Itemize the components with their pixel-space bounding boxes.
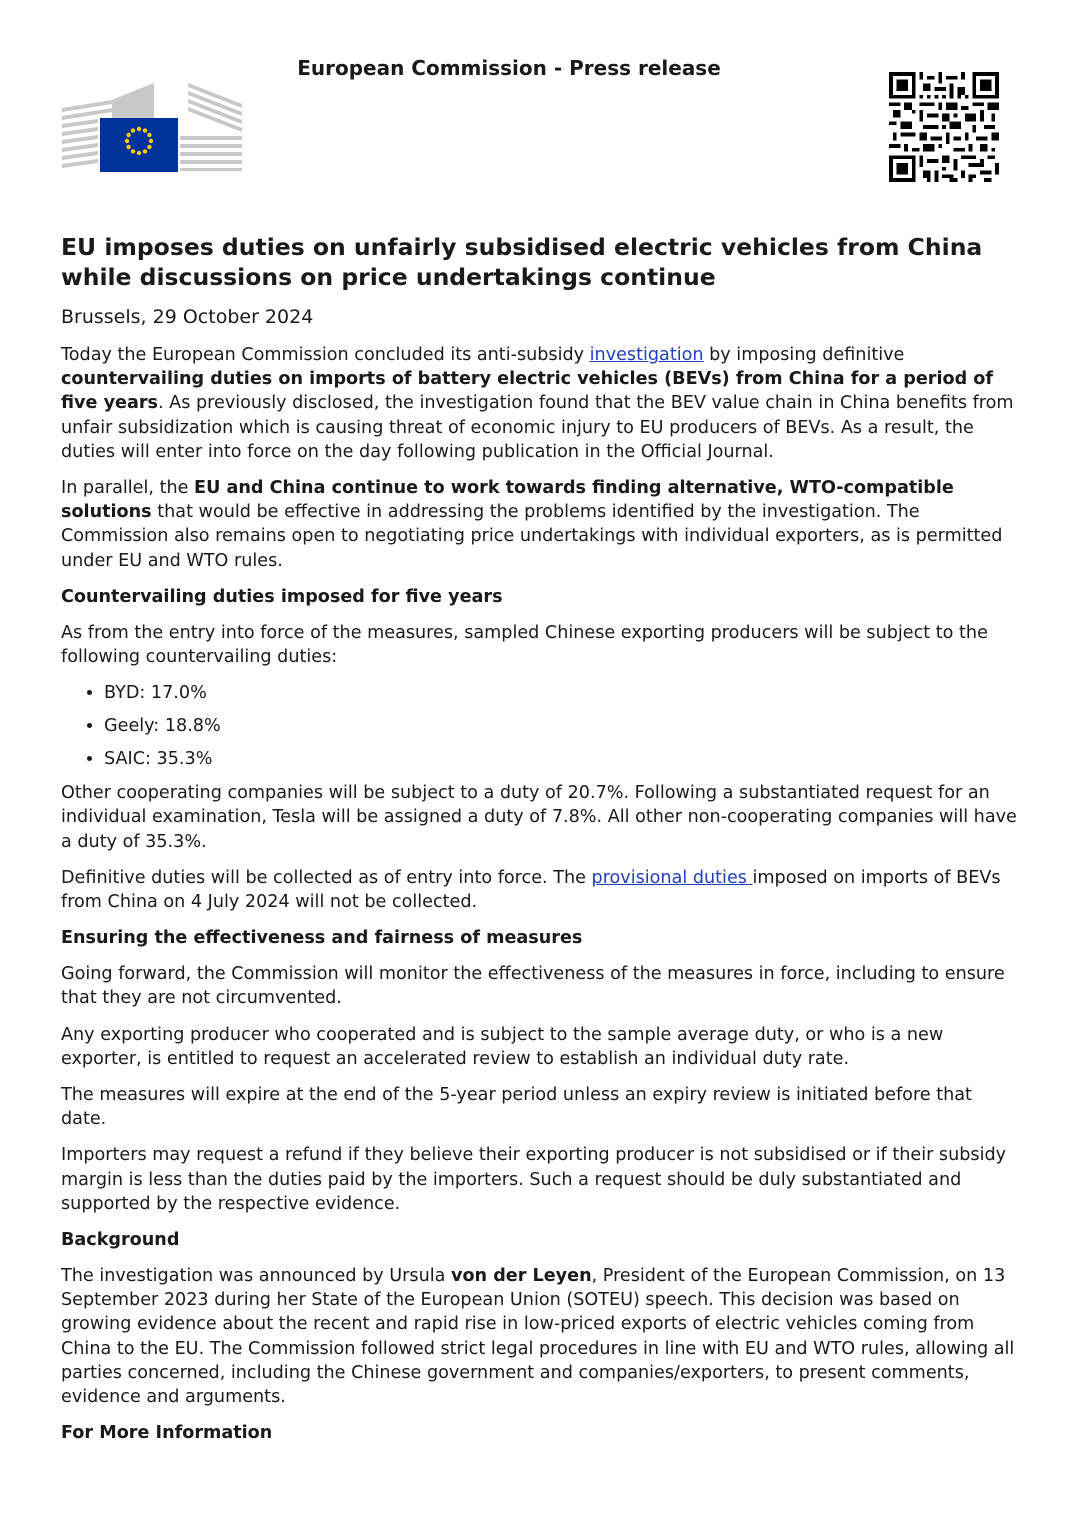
qr-code xyxy=(889,72,999,182)
section-heading-duties: Countervailing duties imposed for five years xyxy=(61,586,503,607)
list-item: • Geely: 18.8% xyxy=(104,714,1021,738)
monitoring-paragraph: Going forward, the Commission will monitor the effectiveness of the measures in force, including to ensure that they are not circumvented. xyxy=(61,964,1005,1009)
provisional-duties-link[interactable]: provisional duties xyxy=(591,867,753,888)
headline: EU imposes duties on unfairly subsidised electric vehicles from China while discussions on price undertakings continue xyxy=(61,233,983,291)
expiry-paragraph: The measures will expire at the end of the 5-year period unless an expiry review is initiated before that date. xyxy=(61,1085,972,1130)
press-release-body xyxy=(61,232,1021,1457)
list-item: • SAIC: 35.3% xyxy=(104,747,1021,771)
other-duties-paragraph: Other cooperating companies will be subject to a duty of 20.7%. Following a substantiated request for an individual examination, Tesla will be assigned a duty of 7.8%. All other non-cooperating companies will have a duty of 35.3%. xyxy=(61,783,1017,852)
intro-paragraph: Today the European Commission concluded its anti-subsidy investigation by imposing definitive countervailing duties on imports of battery electric vehicles (BEVs) from China for a period of five years. As previously disclosed, the investigation found that the BEV value chain in China benefits from unfair subsidization which is causing threat of economic injury to EU producers of BEVs. As a result, the duties will enter into force on the day following publication in the Official Journal. xyxy=(61,345,1014,462)
european-commission-logo xyxy=(62,80,244,174)
investigation-link[interactable]: investigation xyxy=(589,345,704,365)
dateline: Brussels, 29 October 2024 xyxy=(61,306,314,328)
press-release-header: European Commission - Press release xyxy=(297,56,721,80)
review-paragraph: Any exporting producer who cooperated and is subject to the sample average duty, or who is a new exporter, is entitled to request an accelerated review to establish an individual duty rate. xyxy=(61,1024,944,1069)
section-heading-more-info: For More Information xyxy=(61,1423,273,1444)
section-heading-effectiveness: Ensuring the effectiveness and fairness of measures xyxy=(61,928,583,949)
parallel-paragraph: In parallel, the EU and China continue to work towards finding alternative, WTO-compatible solutions that would be effective in addressing the problems identified by the investigation. The Commission also remains open to negotiating price undertakings with individual exporters, as is permitted under EU and WTO rules. xyxy=(61,478,1003,571)
building-stripes-right xyxy=(180,83,242,171)
background-paragraph: The investigation was announced by Ursula von der Leyen, President of the European Commission, on 13 September 2023 during her State of the European Union (SOTEU) speech. This decision was based on growing evidence about the recent and rapid rise in low-priced exports of electric vehicles coming from China to the EU. The Commission followed strict legal procedures in line with EU and WTO rules, allowing all parties concerned, including the Chinese government and companies/exporters, to present comments, evidence and arguments. xyxy=(61,1266,1015,1408)
eu-flag xyxy=(100,118,178,172)
duties-list xyxy=(61,681,1021,771)
list-item: • BYD: 17.0% xyxy=(104,681,1021,705)
section-heading-background: Background xyxy=(61,1230,180,1251)
definitive-duties-paragraph: Definitive duties will be collected as of entry into force. The provisional duties imposed on imports of BEVs from China on 4 July 2024 will not be collected. xyxy=(61,867,1001,913)
duties-intro: As from the entry into force of the measures, sampled Chinese exporting producers will be subject to the following countervailing duties: xyxy=(61,622,988,668)
refund-paragraph: Importers may request a refund if they believe their exporting producer is not subsidised or if their subsidy margin is less than the duties paid by the importers. Such a request should be duly substantiated and supported by the respective evidence. xyxy=(61,1145,1007,1214)
